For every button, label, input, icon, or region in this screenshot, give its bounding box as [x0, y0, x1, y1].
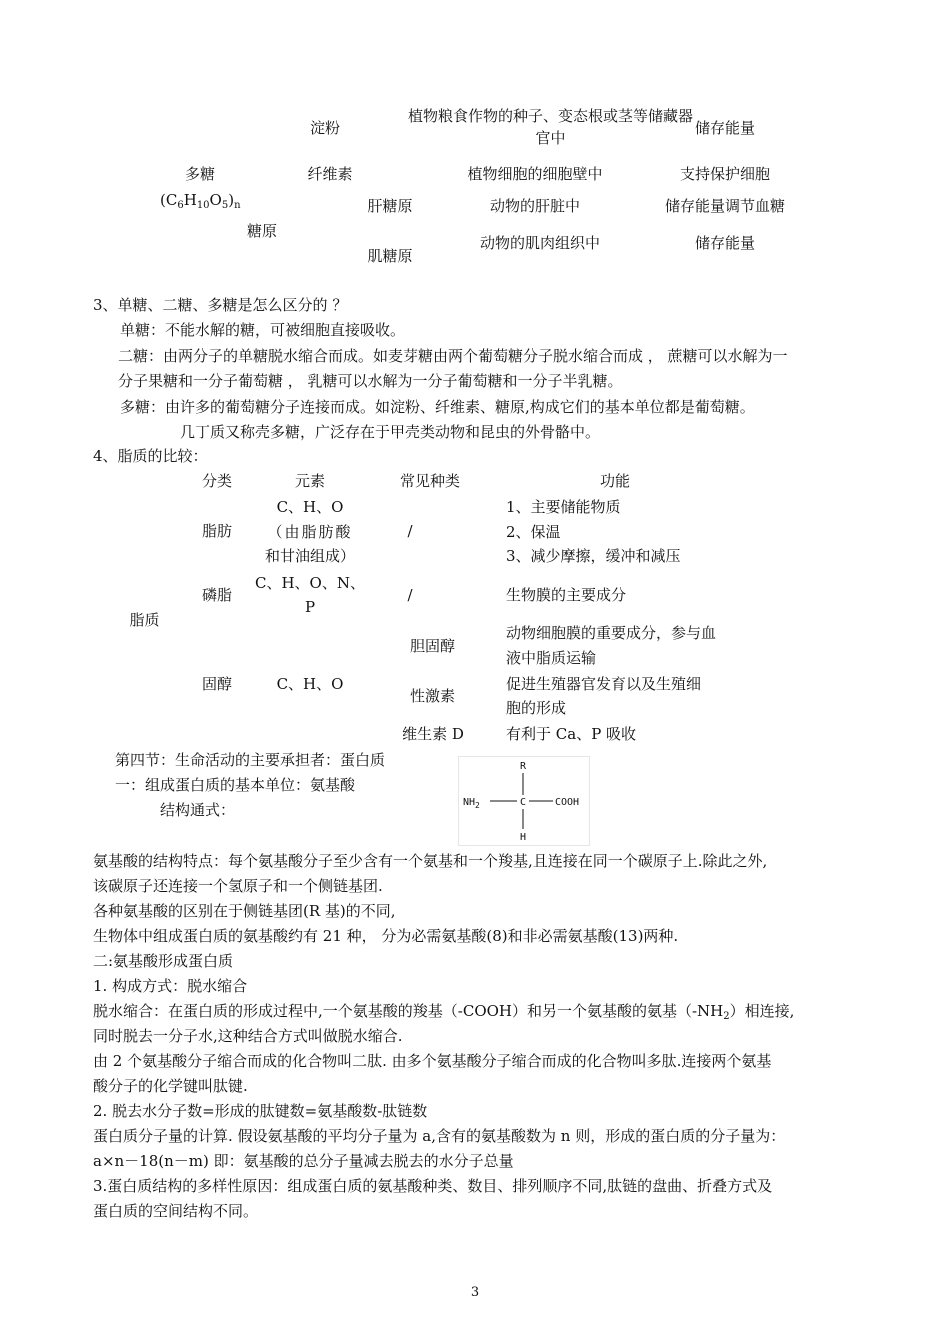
cellulose-location: 植物细胞的细胞壁中 — [467, 165, 603, 183]
formula-r-group: R — [520, 761, 527, 772]
cholesterol-name: 胆固醇 — [409, 637, 455, 655]
protein-section-title: 第四节：生命活动的主要承担者：蛋白质 — [115, 751, 386, 769]
amino-acid-structure-formula — [458, 756, 590, 846]
starch-function: 储存能量 — [694, 119, 755, 137]
fat-name: 脂肪 — [201, 522, 232, 540]
amino-feature-2: 该碳原子还连接一个氢原子和一个侧链基团. — [93, 877, 383, 895]
sex-hormone-name: 性激素 — [409, 687, 455, 705]
disaccharide-text-1: 二糖：由两分子的单糖脱水缩合而成。如麦芽糖由两个葡萄糖分子脱水缩合而成 ， 蔗糖可以水解为一 — [118, 347, 788, 365]
diversity-text-1: 3.蛋白质结构的多样性原因：组成蛋白质的氨基酸种类、数目、排列顺序不同,肽链的盘曲、折叠方式及 — [93, 1177, 773, 1195]
lipid-group-label: 脂质 — [129, 611, 160, 629]
chitin-text: 几丁质又称壳多糖，广泛存在于甲壳类动物和昆虫的外骨骼中。 — [180, 423, 601, 441]
phospholipid-function: 生物膜的主要成分 — [506, 586, 627, 604]
section4-heading: 4、脂质的比较： — [93, 447, 208, 465]
muscle-glycogen-function: 储存能量 — [694, 234, 755, 252]
molecular-weight-text-1: 蛋白质分子量的计算. 假设氨基酸的平均分子量为 a,含有的氨基酸数为 n 则，形成的蛋白质的分子量为： — [93, 1127, 786, 1145]
fat-function-2: 2、保温 — [506, 523, 561, 541]
section3-heading: 3、单糖、二糖、多糖是怎么区分的 ？ — [93, 296, 348, 314]
fat-function-1: 1、主要储能物质 — [506, 498, 621, 516]
starch-name: 淀粉 — [309, 119, 340, 137]
liver-glycogen-function: 储存能量调节血糖 — [664, 197, 785, 215]
liver-glycogen-name: 肝糖原 — [367, 197, 413, 215]
polysaccharide-category: 多糖 — [184, 165, 215, 183]
cellulose-name: 纤维素 — [307, 165, 353, 183]
dehydration-text-1: 脱水缩合：在蛋白质的形成过程中,一个氨基酸的羧基（-COOH）和另一个氨基酸的氨基$(-NH_2)$相连接, — [93, 1002, 795, 1022]
structure-formula-label: 结构通式： — [160, 801, 236, 819]
sex-hormone-function-1: 促进生殖器官发育以及生殖细 — [506, 675, 702, 693]
sex-hormone-function-2: 胞的形成 — [506, 699, 567, 717]
cholesterol-function-2: 液中脂质运输 — [506, 649, 597, 667]
formation-method: 1. 构成方式：脱水缩合 — [93, 977, 248, 995]
amino-acid-unit-title: 一：组成蛋白质的基本单位：氨基酸 — [115, 776, 356, 794]
page-number: 3 — [470, 1285, 480, 1300]
fat-elements-3: 和甘油组成） — [264, 547, 355, 565]
liver-glycogen-location: 动物的肝脏中 — [489, 197, 580, 215]
molecular-weight-text-2: a×n－18(n－m) 即：氨基酸的总分子量减去脱去的水分子总量 — [93, 1152, 514, 1170]
amino-difference: 各种氨基酸的区别在于侧链基团(R 基)的不同, — [93, 902, 396, 920]
fat-elements-2: （由脂肪酸 — [267, 523, 353, 541]
vitamin-d-function: 有利于 Ca、P 吸收 — [506, 725, 637, 743]
phospholipid-kinds: / — [407, 586, 413, 604]
disaccharide-text-2: 分子果糖和一分子葡萄糖 ， 乳糖可以水解为一分子葡萄糖和一分子半乳糖。 — [118, 372, 623, 390]
header-kinds: 常见种类 — [399, 472, 460, 490]
diversity-text-2: 蛋白质的空间结构不同。 — [93, 1202, 259, 1220]
fat-kinds: / — [407, 522, 413, 540]
header-elements: 元素 — [294, 472, 325, 490]
fat-function-3: 3、减少摩擦，缓冲和减压 — [506, 547, 681, 565]
header-function: 功能 — [599, 472, 630, 490]
starch-location: 植物粮食作物的种子、变态根或茎等储藏器官中 — [408, 107, 694, 147]
glycogen-label: 糖原 — [246, 222, 277, 240]
water-count-formula: 2. 脱去水分子数=形成的肽键数=氨基酸数-肽链数 — [93, 1102, 428, 1120]
dehydration-text-2: 同时脱去一分子水,这种结合方式叫做脱水缩合. — [93, 1027, 403, 1045]
peptide-text-2: 酸分子的化学键叫肽键. — [93, 1077, 248, 1095]
phospholipid-name: 磷脂 — [201, 586, 232, 604]
amino-count: 生物体中组成蛋白质的氨基酸约有 21 种， 分为必需氨基酸(8)和非必需氨基酸(13)两种. — [93, 927, 679, 945]
monosaccharide-text: 单糖：不能水解的糖，可被细胞直接吸收。 — [120, 321, 406, 339]
cellulose-function: 支持保护细胞 — [679, 165, 770, 183]
amino-feature-1: 氨基酸的结构特点：每个氨基酸分子至少含有一个氨基和一个羧基,且连接在同一个碳原子上.除此之外, — [93, 852, 768, 870]
peptide-text-1: 由 2 个氨基酸分子缩合而成的化合物叫二肽. 由多个氨基酸分子缩合而成的化合物叫多肽.连接两个氨基 — [93, 1052, 772, 1070]
sterol-name: 固醇 — [201, 675, 232, 693]
formula-carboxyl-group: COOH — [555, 797, 580, 808]
muscle-glycogen-name: 肌糖原 — [367, 247, 413, 265]
phospholipid-elements-2: P — [304, 598, 316, 616]
header-category: 分类 — [201, 472, 232, 490]
formula-alpha-carbon: C — [520, 797, 527, 808]
cholesterol-function-1: 动物细胞膜的重要成分，参与血 — [506, 624, 717, 642]
vitamin-d-name: 维生素 D — [402, 725, 464, 743]
sterol-elements: C、H、O — [276, 675, 344, 693]
polysaccharide-formula: $(C_6H_{10}O_5)_n$ — [160, 191, 241, 211]
formula-amino-group: $NH_2$ — [463, 797, 480, 810]
muscle-glycogen-location: 动物的肌肉组织中 — [479, 234, 600, 252]
polysaccharide-text: 多糖：由许多的葡萄糖分子连接而成。如淀粉、纤维素、糖原,构成它们的基本单位都是葡萄糖。 — [120, 398, 755, 416]
part2-title: 二:氨基酸形成蛋白质 — [93, 952, 234, 970]
formula-hydrogen: H — [520, 832, 527, 843]
phospholipid-elements-1: C、H、O、N、 — [255, 574, 365, 592]
fat-elements-1: C、H、O — [276, 498, 344, 516]
